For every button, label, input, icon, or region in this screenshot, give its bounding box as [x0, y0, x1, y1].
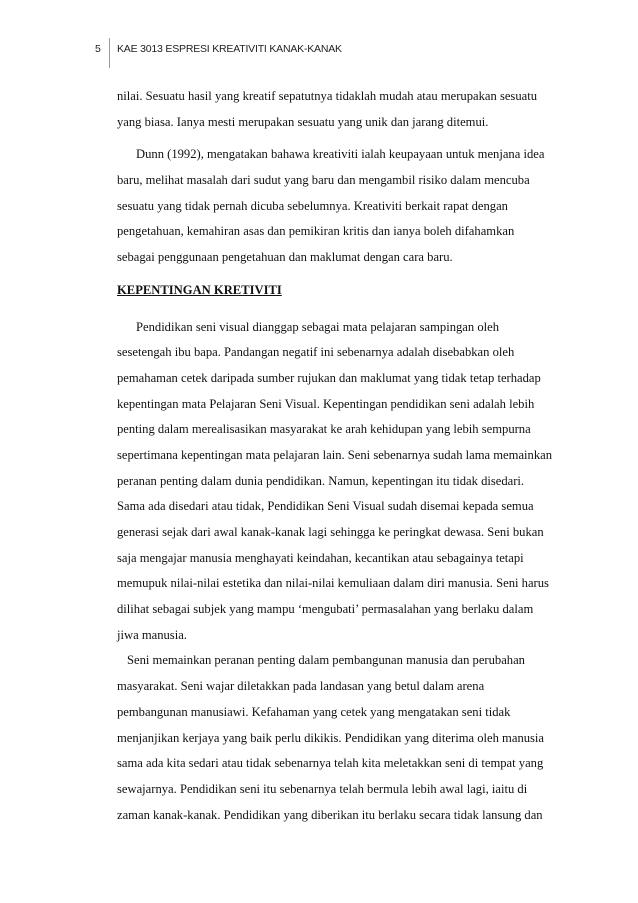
text-line: sesetengah ibu bapa. Pandangan negatif ini sebenarnya adalah disebabkan oleh [117, 345, 515, 360]
text-line: jiwa manusia. [117, 627, 187, 642]
header-title: KAE 3013 ESPRESI KREATIVITI KANAK-KANAK [117, 43, 342, 55]
header-divider [109, 38, 110, 68]
text-line: menjanjikan kerjaya yang baik perlu dikikis. Pendidikan yang diterima oleh manusia [117, 730, 545, 745]
text-line: sesuatu yang tidak pernah dicuba sebelumnya. Kreativiti berkait rapat dengan [117, 198, 508, 213]
text-line: memupuk nilai-nilai estetika dan nilai-nilai kemuliaan dalam diri manusia. Seni harus [117, 576, 549, 591]
paragraph-3 [117, 315, 567, 649]
text-line: baru, melihat masalah dari sudut yang baru dan mengambil risiko dalam mencuba [117, 173, 530, 188]
section-heading: KEPENTINGAN KRETIVITI [117, 282, 282, 297]
text-line: pengetahuan, kemahiran asas dan pemikiran kritis dan ianya boleh difahamkan [117, 224, 515, 239]
text-line: pemahaman cetek daripada sumber rujukan dan maklumat yang tidak tetap terhadap [117, 370, 541, 385]
paragraph-1 [117, 84, 567, 135]
text-line: kepentingan mata Pelajaran Seni Visual. Kepentingan pendidikan seni adalah lebih [117, 396, 535, 411]
text-line: pembangunan manusiawi. Kefahaman yang cetek yang mengatakan seni tidak [117, 704, 511, 719]
text-line: Pendidikan seni visual dianggap sebagai mata pelajaran sampingan oleh [136, 319, 500, 334]
paragraph-4 [114, 648, 567, 828]
text-line: nilai. Sesuatu hasil yang kreatif sepatutnya tidaklah mudah atau merupakan sesuatu [117, 89, 538, 103]
text-line: sewajarnya. Pendidikan seni itu sebenarnya telah bermula lebih awal lagi, iaitu di [117, 781, 528, 796]
text-line: penting dalam merealisasikan masyarakat ke arah kehidupan yang lebih sempurna [117, 422, 531, 437]
text-line: peranan penting dalam dunia pendidikan. Namun, kepentingan itu tidak disedari. [117, 473, 525, 488]
text-line: generasi sejak dari awal kanak-kanak lagi sehingga ke peringkat dewasa. Seni bukan [117, 525, 544, 539]
text-line: dilihat sebagai subjek yang mampu ‘mengubati’ permasalahan yang berlaku dalam [117, 602, 534, 617]
body-text [117, 84, 567, 828]
page-number: 5 [95, 43, 101, 55]
text-line: Sama ada disedari atau tidak, Pendidikan Seni Visual sudah disemai kepada semua [117, 499, 534, 514]
text-line: sama ada kita sedari atau tidak sebenarnya telah kita meletakkan seni di tempat yang [117, 756, 544, 771]
page-header [95, 39, 342, 59]
paragraph-2 [117, 142, 567, 270]
text-line: zaman kanak-kanak. Pendidikan yang diberikan itu berlaku secara tidak lansung dan [117, 807, 543, 822]
text-line: saja mengajar manusia menghayati keindahan, kecantikan atau sebagainya tetapi [117, 550, 524, 565]
text-line: sebagai penggunaan pengetahuan dan maklumat dengan cara baru. [117, 250, 453, 265]
text-line: masyarakat. Seni wajar diletakkan pada landasan yang betul dalam arena [117, 679, 485, 694]
text-line: Dunn (1992), mengatakan bahawa kreativiti ialah keupayaan untuk menjana idea [136, 147, 545, 162]
text-line: sepertimana kepentingan mata pelajaran lain. Seni sebenarnya sudah lama memainkan [117, 447, 553, 462]
text-line: yang biasa. Ianya mesti merupakan sesuatu yang unik dan jarang ditemui. [117, 114, 489, 129]
text-line: Seni memainkan peranan penting dalam pembangunan manusia dan perubahan [127, 653, 525, 668]
